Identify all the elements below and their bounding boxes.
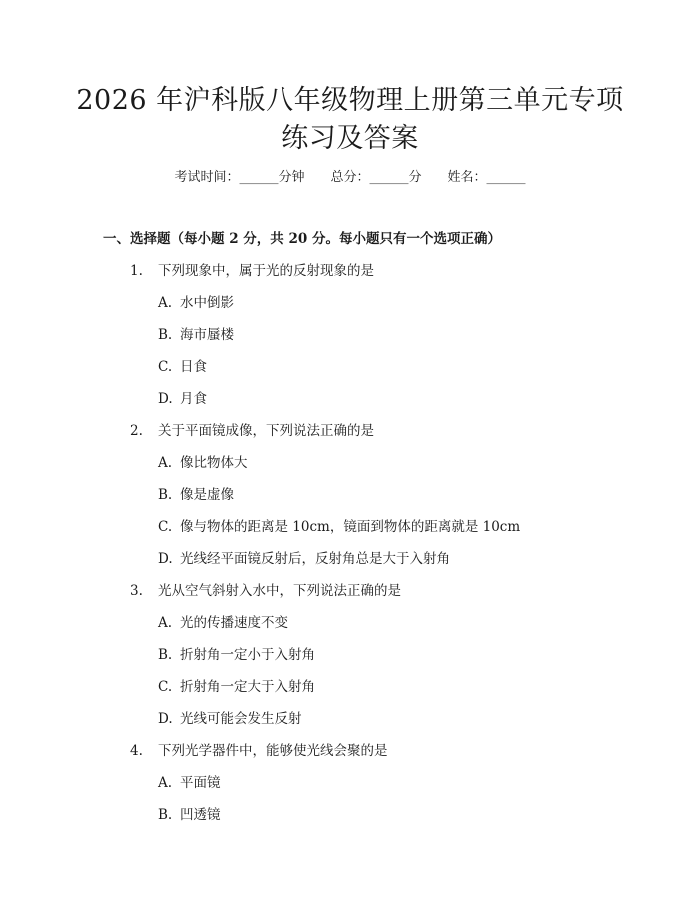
option-letter: D. [158, 391, 173, 407]
question-text: 下列光学器件中，能够使光线会聚的是 [158, 743, 388, 759]
section-heading: 一、选择题（每小题 2 分，共 20 分。每小题只有一个选项正确） [103, 231, 501, 247]
question-1-option-b [158, 326, 234, 344]
option-letter: B. [158, 807, 173, 823]
option-letter: D. [158, 711, 173, 727]
option-letter: A. [158, 455, 173, 471]
option-letter: A. [158, 775, 173, 791]
question-number: 4. [130, 743, 143, 759]
option-text: 光的传播速度不变 [180, 615, 288, 631]
question-2 [130, 422, 374, 440]
option-text: 平面镜 [180, 775, 221, 791]
option-text: 月食 [180, 391, 207, 407]
question-number: 2. [130, 423, 143, 439]
question-1-option-c [158, 358, 207, 376]
question-1 [130, 262, 374, 280]
question-1-option-a [158, 294, 234, 312]
option-text: 折射角一定小于入射角 [180, 647, 315, 663]
question-number: 3. [130, 583, 143, 599]
student-name-field: 姓名：______ [447, 170, 526, 185]
question-number: 1. [130, 263, 143, 279]
question-1-option-d [158, 390, 207, 408]
option-letter: B. [158, 647, 173, 663]
total-score-field: 总分：______分 [330, 170, 422, 185]
option-letter: C. [158, 359, 173, 375]
question-3 [130, 582, 401, 600]
document-title-line-1: 2026 年沪科版八年级物理上册第三单元专项 [76, 85, 624, 116]
exam-meta-line [0, 169, 700, 187]
option-letter: B. [158, 327, 173, 343]
exam-time-field: 考试时间：______分钟 [174, 170, 305, 185]
document-title-line-2: 练习及答案 [281, 123, 419, 154]
question-3-option-c [158, 678, 315, 696]
question-text: 关于平面镜成像，下列说法正确的是 [158, 423, 374, 439]
question-4-option-a [158, 774, 221, 792]
option-text: 凹透镜 [180, 807, 221, 823]
question-3-option-b [158, 646, 315, 664]
option-letter: A. [158, 615, 173, 631]
option-text: 日食 [180, 359, 207, 375]
option-letter: D. [158, 551, 173, 567]
option-letter: B. [158, 487, 173, 503]
question-text: 下列现象中，属于光的反射现象的是 [158, 263, 374, 279]
question-2-option-c [158, 518, 520, 536]
question-4-option-b [158, 806, 221, 824]
option-text: 光线经平面镜反射后，反射角总是大于入射角 [180, 551, 450, 567]
option-text: 光线可能会发生反射 [180, 711, 302, 727]
option-letter: C. [158, 679, 173, 695]
option-text: 折射角一定大于入射角 [180, 679, 315, 695]
question-4 [130, 742, 388, 760]
question-text: 光从空气斜射入水中，下列说法正确的是 [158, 583, 401, 599]
question-3-option-a [158, 614, 288, 632]
question-2-option-b [158, 486, 234, 504]
option-letter: C. [158, 519, 173, 535]
option-text: 像是虚像 [180, 487, 234, 503]
question-2-option-a [158, 454, 248, 472]
question-2-option-d [158, 550, 450, 568]
option-text: 像与物体的距离是 10cm，镜面到物体的距离就是 10cm [180, 519, 521, 535]
option-letter: A. [158, 295, 173, 311]
option-text: 海市蜃楼 [180, 327, 234, 343]
option-text: 水中倒影 [180, 295, 234, 311]
option-text: 像比物体大 [180, 455, 248, 471]
question-3-option-d [158, 710, 302, 728]
